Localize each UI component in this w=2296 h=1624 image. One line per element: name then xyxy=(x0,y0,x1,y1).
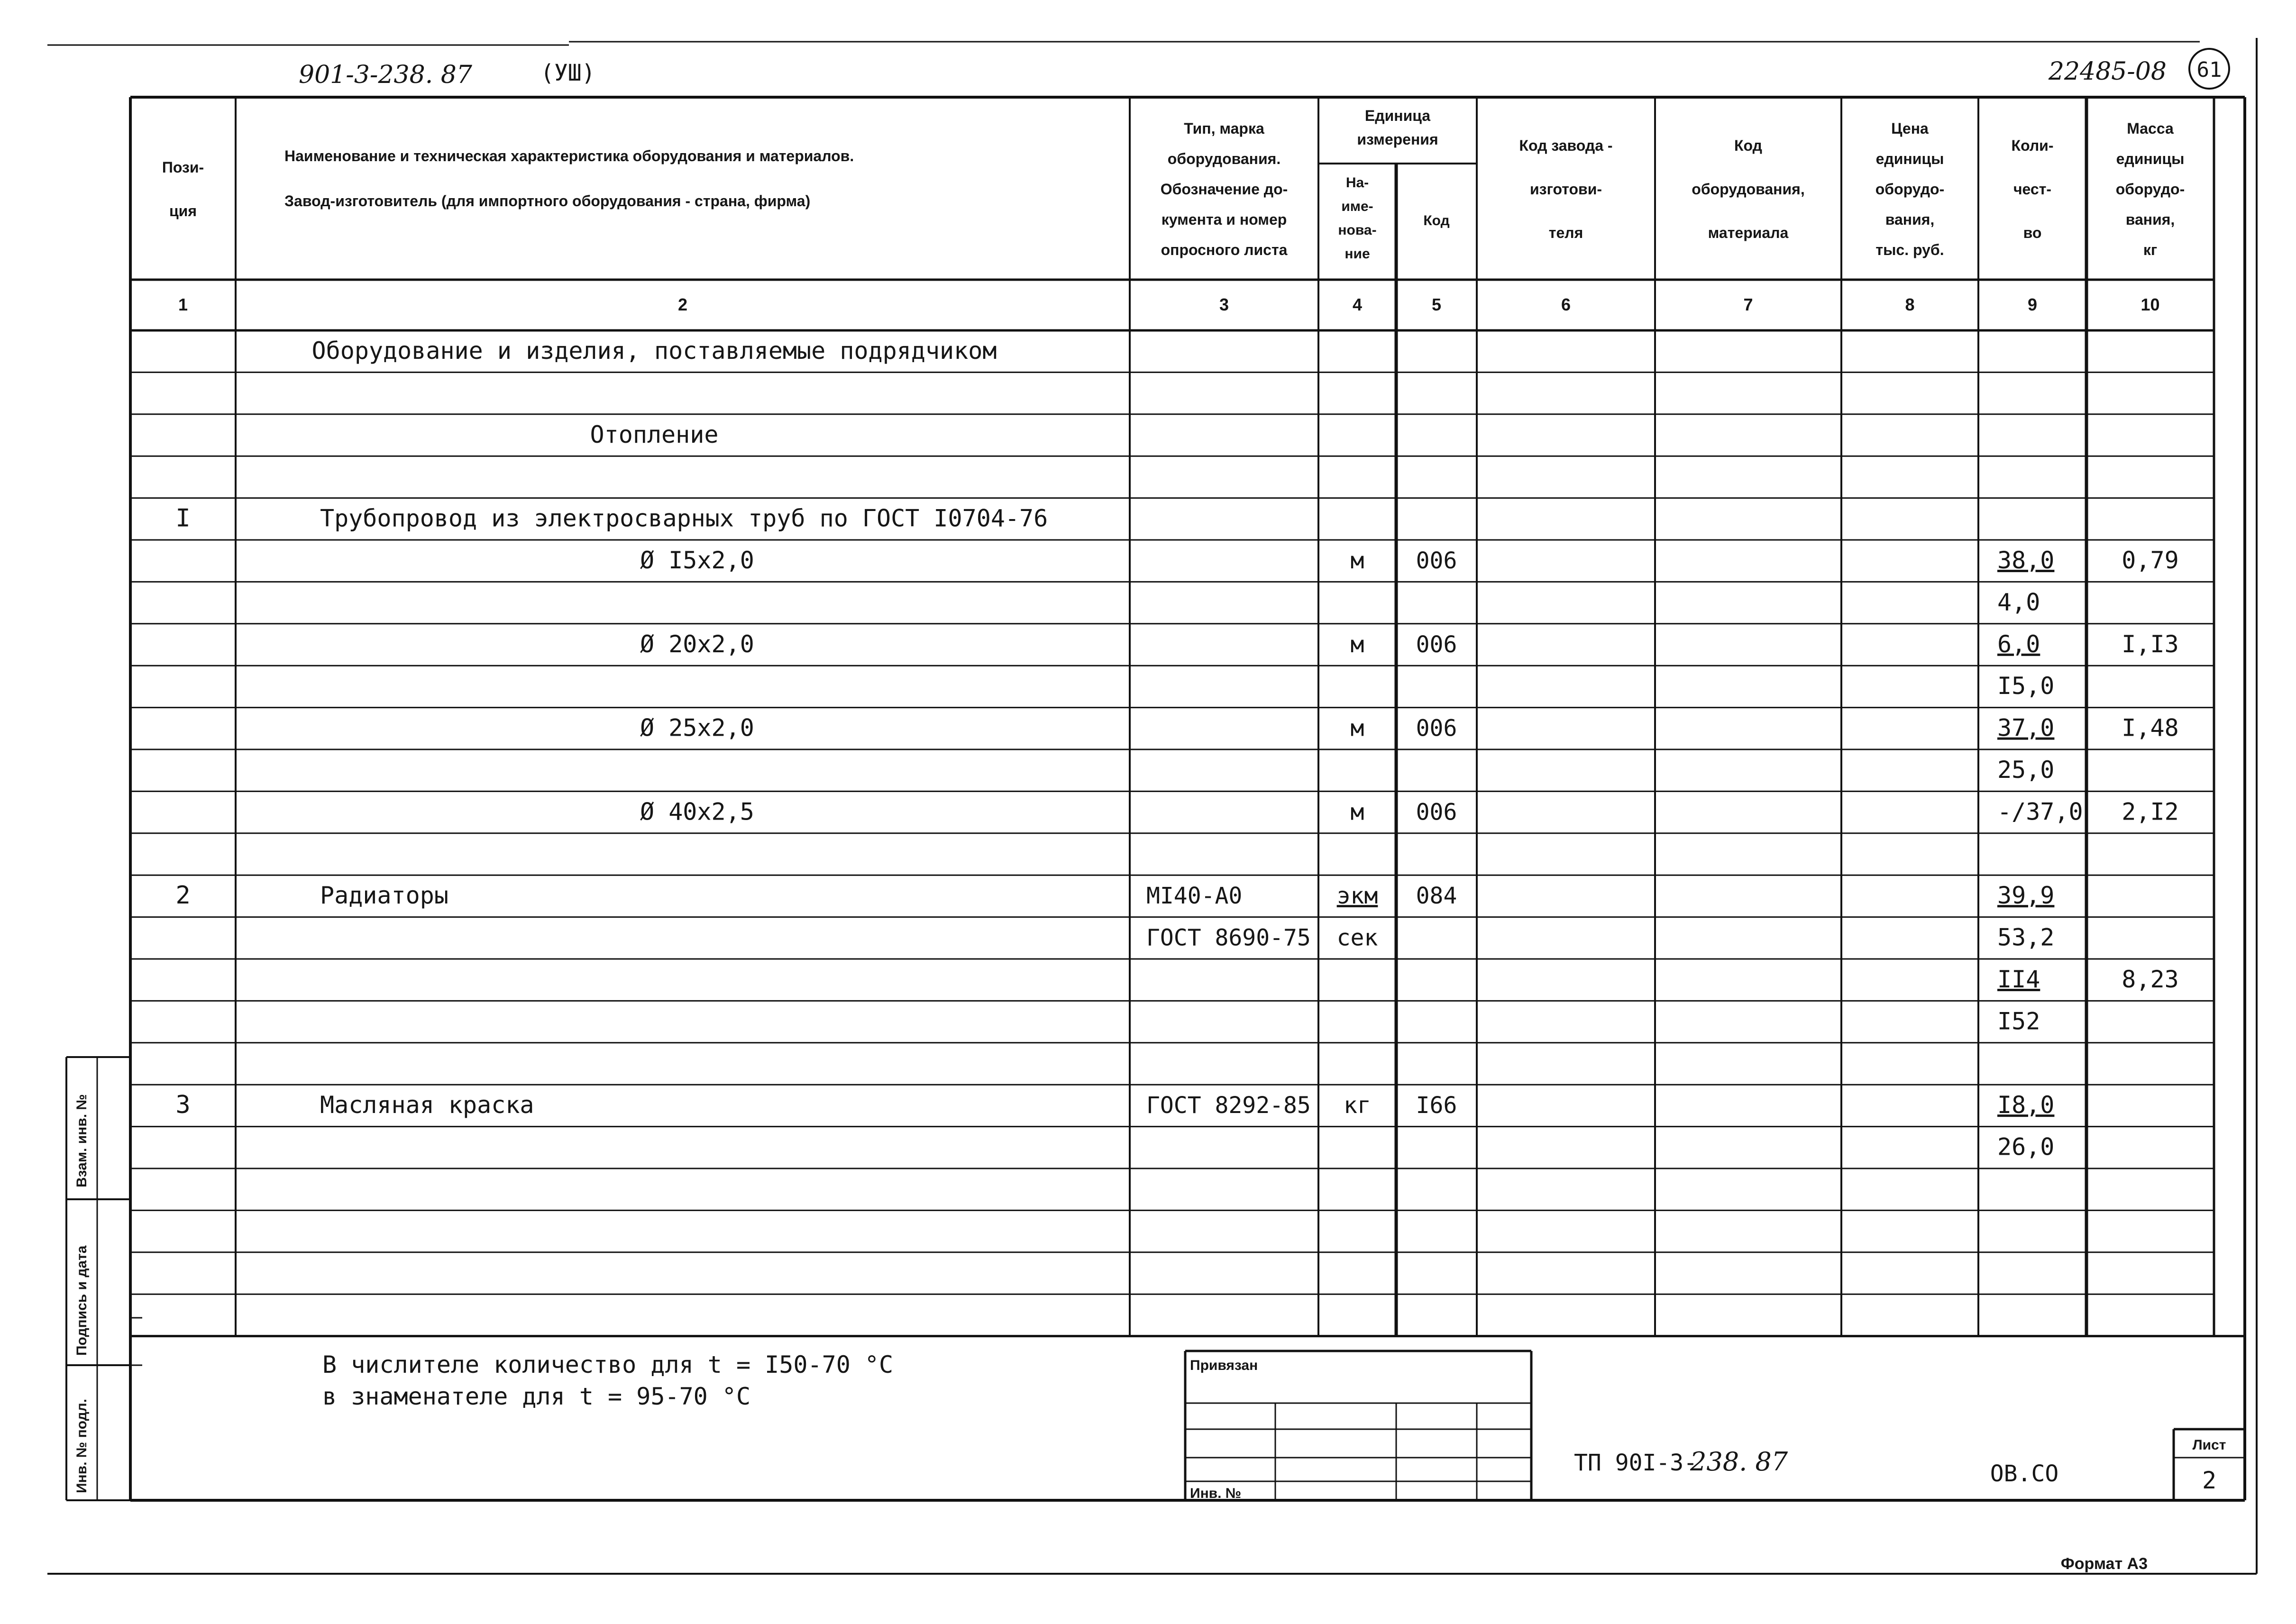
cell-code: 006 xyxy=(1416,799,1457,826)
column-header-line: изготови- xyxy=(1529,181,1602,198)
sheet-label: Лист xyxy=(2192,1437,2226,1453)
column-header-line: тыс. руб. xyxy=(1875,241,1944,258)
cell-name: Радиаторы xyxy=(320,882,448,910)
cell-quantity: 4,0 xyxy=(1997,588,2040,616)
column-header-line: нова- xyxy=(1338,222,1377,238)
cell-unit: м xyxy=(1350,799,1364,826)
cell-quantity: 38,0 xyxy=(1997,547,2055,574)
column-header-line: Код xyxy=(1734,137,1762,154)
side-label-podpis: Подпись и дата xyxy=(74,1245,90,1356)
column-number: 10 xyxy=(2140,295,2160,314)
cell-quantity: 6,0 xyxy=(1997,630,2040,658)
cell-position: 3 xyxy=(175,1091,191,1120)
column-header-line: име- xyxy=(1341,199,1373,214)
column-header-line: Код завода - xyxy=(1519,137,1613,154)
stamp-inv-label: Инв. № xyxy=(1190,1486,1242,1501)
cell-mass: 2,I2 xyxy=(2122,798,2179,826)
cell-quantity: 37,0 xyxy=(1997,714,2055,742)
cell-quantity: I8,0 xyxy=(1997,1091,2055,1119)
column-header-line: оборудования. xyxy=(1167,150,1281,167)
column-header-line: оборудования, xyxy=(1692,181,1805,198)
column-header-line: вания, xyxy=(2125,211,2175,228)
cell-position: 2 xyxy=(175,881,191,910)
cell-mass: 8,23 xyxy=(2122,966,2179,993)
column-header-line: Цена xyxy=(1891,120,1929,137)
cell-unit: сек xyxy=(1336,924,1378,951)
table-grid xyxy=(47,38,2257,1574)
stamp-privyazan-label: Привязан xyxy=(1190,1358,1258,1373)
format-label: Формат А3 xyxy=(2060,1555,2148,1573)
top-document-code: 901-3-238. 87 xyxy=(299,61,472,89)
column-number: 4 xyxy=(1352,295,1363,314)
column-header-line: единицы xyxy=(2116,150,2185,167)
cell-name: Ø I5x2,0 xyxy=(640,547,754,574)
cell-name: Масляная краска xyxy=(320,1091,534,1119)
cell-name: Трубопровод из электросварных труб по ГОСТ I0704-76 xyxy=(320,504,1048,532)
column-header-line: Код xyxy=(1423,213,1450,228)
cell-code: I66 xyxy=(1416,1092,1457,1119)
column-header-line: материала xyxy=(1708,224,1789,241)
cell-unit: м xyxy=(1350,715,1364,742)
column-header-line: оборудо- xyxy=(1875,181,1945,198)
cell-name: Ø 20x2,0 xyxy=(640,630,754,658)
column-header-line: вания, xyxy=(1885,211,1935,228)
cell-quantity: II4 xyxy=(1997,966,2040,993)
column-number: 1 xyxy=(178,295,188,314)
cell-code: 084 xyxy=(1416,883,1457,910)
document-mark: ОВ.СО xyxy=(1990,1460,2059,1487)
column-header-line: Коли- xyxy=(2011,137,2054,154)
document-number-handwritten: 238. 87 xyxy=(1690,1447,1788,1477)
cell-name: Оборудование и изделия, поставляемые подрядчиком xyxy=(311,337,997,365)
side-label-vzam: Взам. инв. № xyxy=(74,1094,90,1187)
cell-mass: I,I3 xyxy=(2122,630,2179,658)
cell-position: I xyxy=(175,504,191,533)
column-header-line: Пози- xyxy=(162,159,204,176)
column-header-line: Наименование и техническая характеристика оборудования и материалов. xyxy=(284,147,854,164)
cell-quantity: 25,0 xyxy=(1997,756,2055,784)
column-header-line: ция xyxy=(169,202,197,219)
top-album-number: (УШ) xyxy=(540,60,595,86)
column-number: 7 xyxy=(1743,295,1753,314)
cell-code: 006 xyxy=(1416,547,1457,574)
column-header-line: опросного листа xyxy=(1161,241,1288,258)
cell-unit: м xyxy=(1350,547,1364,574)
cell-type: MI40-A0 xyxy=(1146,883,1243,910)
column-header-line: кумента и номер xyxy=(1161,211,1287,228)
table-text xyxy=(74,57,2226,1573)
cell-type: ГОСТ 8292-85 xyxy=(1146,1092,1311,1119)
column-header-line: оборудо- xyxy=(2115,181,2185,198)
column-number: 6 xyxy=(1561,295,1571,314)
column-header-line: Масса xyxy=(2127,120,2174,137)
cell-mass: 0,79 xyxy=(2122,547,2179,574)
column-header-line: Завод-изготовитель (для импортного оборудования - страна, фирма) xyxy=(284,192,811,210)
cell-name: Отопление xyxy=(590,420,719,448)
column-header-line: во xyxy=(2023,224,2042,241)
column-header-line: Обозначение до- xyxy=(1160,181,1288,198)
cell-code: 006 xyxy=(1416,715,1457,742)
page-number: 61 xyxy=(2196,58,2222,82)
side-label-inv: Инв. № подл. xyxy=(74,1398,90,1493)
cell-quantity: I52 xyxy=(1997,1007,2040,1035)
sheet-number: 2 xyxy=(2202,1467,2217,1494)
column-number: 3 xyxy=(1219,295,1229,314)
cell-mass: I,48 xyxy=(2122,714,2179,742)
cell-quantity: -/37,0 xyxy=(1997,798,2083,826)
cell-name: Ø 40x2,5 xyxy=(640,798,754,826)
column-header-line: Тип, марка xyxy=(1184,120,1264,137)
column-number: 5 xyxy=(1431,295,1442,314)
column-number: 8 xyxy=(1905,295,1915,314)
column-header-line: единицы xyxy=(1875,150,1944,167)
column-header-line: На- xyxy=(1345,175,1369,191)
column-number: 2 xyxy=(677,295,688,314)
column-header-line: теля xyxy=(1548,224,1583,241)
column-header-line: кг xyxy=(2143,241,2158,258)
cell-code: 006 xyxy=(1416,631,1457,658)
cell-name: Ø 25x2,0 xyxy=(640,714,754,742)
column-header-line: ние xyxy=(1345,246,1370,262)
cell-unit: м xyxy=(1350,631,1364,658)
cell-type: ГОСТ 8690-75 xyxy=(1146,924,1311,951)
note-line-2: в знаменателе для t = 95-70 °C xyxy=(322,1383,751,1410)
document-number-print: ТП 90I-3- xyxy=(1574,1450,1698,1476)
column-number: 9 xyxy=(2027,295,2038,314)
cell-unit: кг xyxy=(1344,1092,1371,1119)
cell-unit: экм xyxy=(1336,883,1378,910)
note-line-1: В числителе количество для t = I50-70 °C xyxy=(322,1351,894,1378)
unit-group-header: измерения xyxy=(1357,131,1438,148)
unit-group-header: Единица xyxy=(1364,107,1431,124)
cell-quantity: 53,2 xyxy=(1997,923,2055,951)
cell-quantity: 26,0 xyxy=(1997,1133,2055,1161)
cell-quantity: 39,9 xyxy=(1997,882,2055,910)
cell-quantity: I5,0 xyxy=(1997,672,2055,700)
column-header-line: чест- xyxy=(2013,181,2052,198)
archive-number: 22485-08 xyxy=(2048,57,2167,86)
